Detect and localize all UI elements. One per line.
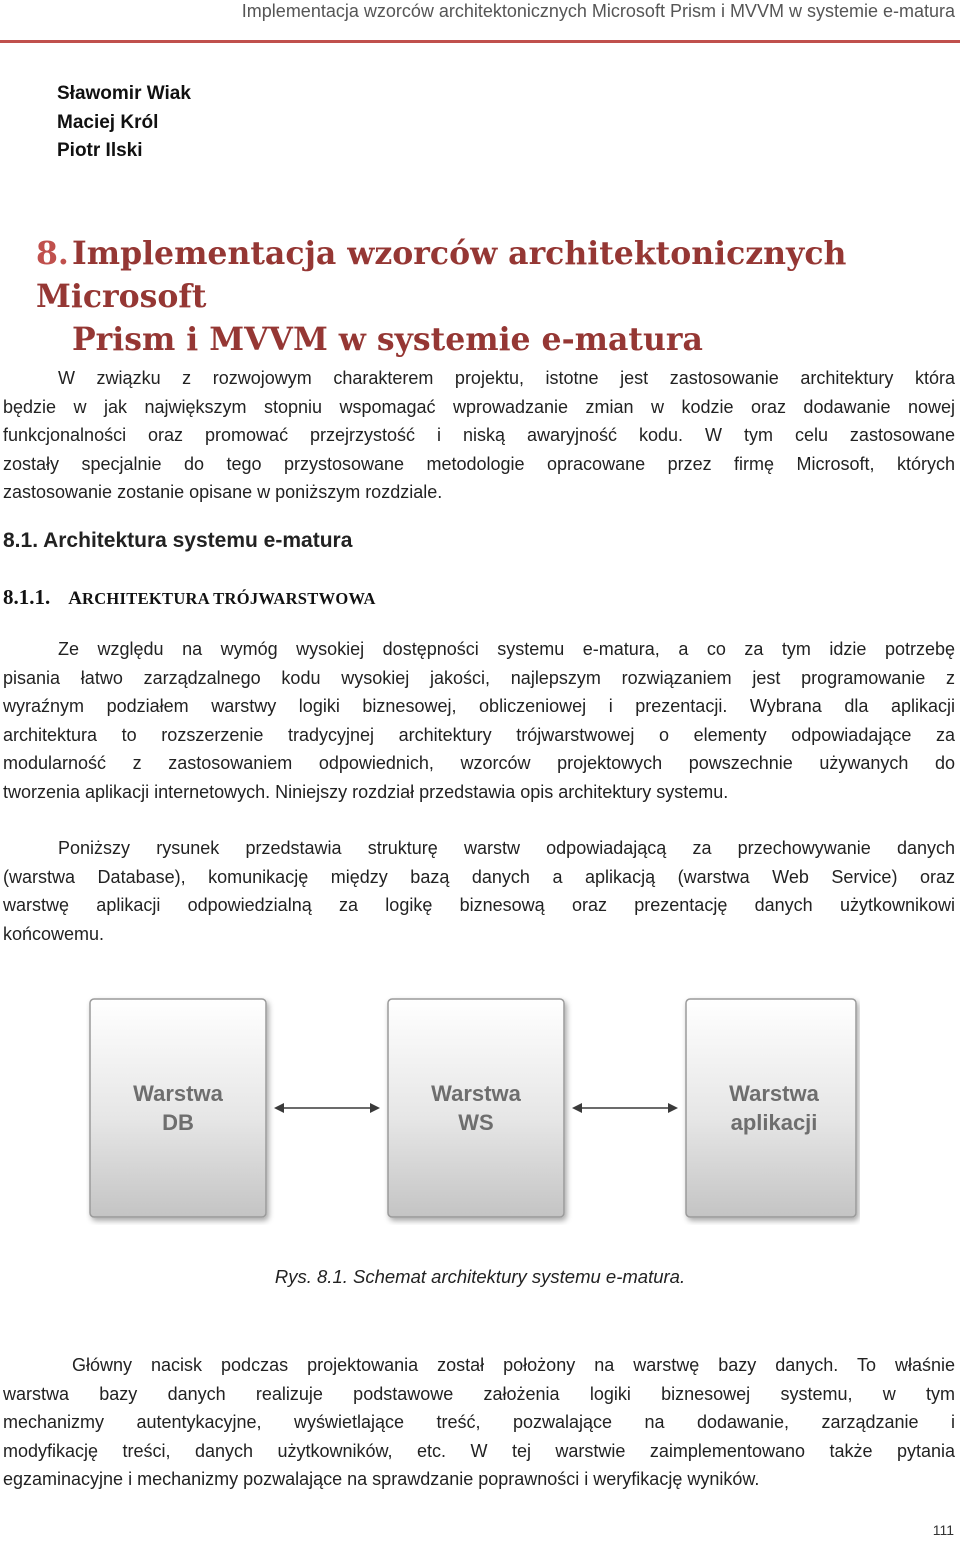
paragraph-line: mechanizmy autentykacyjne, wyświetlające treść, pozwalające na dodawanie, zarządzanie i	[3, 1412, 955, 1433]
layer-box-line1: Warstwa	[729, 1081, 819, 1106]
page-number: 111	[932, 1522, 954, 1538]
section-title: Architektura systemu e-matura	[43, 529, 353, 552]
chapter-title	[36, 232, 956, 361]
subsection-title-initial: A	[68, 588, 82, 609]
figure-caption: Rys. 8.1. Schemat architektury systemu e-matura.	[274, 1266, 686, 1287]
subsection-heading	[3, 585, 376, 610]
layer-box-line1: Warstwa	[133, 1081, 223, 1106]
paragraph-line: funkcjonalności oraz promować przejrzystość i niską awaryjność kodu. W tym celu zastosowane	[3, 425, 955, 446]
paragraph-line: wyraźnym podziałem warstwy logiki biznesowej, obliczeniowej i prezentacji. Wybrana dla aplikacji	[3, 696, 955, 717]
layer-box-line2: aplikacji	[730, 1110, 818, 1135]
chapter-title-line1: Implementacja wzorców architektonicznych Microsoft	[36, 235, 847, 315]
intro-paragraph	[3, 364, 955, 507]
chapter-title-line2: Prism i MVVM w systemie e-matura	[72, 321, 703, 358]
body-paragraph-2	[3, 834, 955, 948]
author-name: Piotr Ilski	[57, 140, 143, 161]
body-paragraph-3	[3, 1351, 955, 1494]
layer-box-ws	[388, 999, 564, 1217]
layer-box-line1: Warstwa	[431, 1081, 521, 1106]
layer-box-app	[686, 999, 856, 1217]
subsection-title-rest: RCHITEKTURA TRÓJWARSTWOWA	[81, 589, 376, 608]
paragraph-line: (warstwa Database), komunikację między bazą danych a aplikacją (warstwa Web Service) oraz	[3, 866, 955, 887]
paragraph-line: warstwę aplikacji odpowiedzialną za logikę biznesową oraz prezentację danych użytkownikowi	[3, 895, 955, 916]
body-paragraph-1	[3, 635, 955, 807]
author-name: Maciej Król	[57, 111, 159, 133]
paragraph-line: tworzenia aplikacji internetowych. Niniejszy rozdział przedstawia opis architektury systemu.	[3, 781, 729, 802]
paragraph-line: Ze względu na wymóg wysokiej dostępności systemu e-matura, a co za tym idzie potrzebę	[58, 639, 955, 659]
layer-box-line2: WS	[458, 1110, 494, 1135]
author-name: Sławomir Wiak	[57, 83, 191, 104]
paragraph-line: modularność z zastosowaniem odpowiednich, wzorców projektowych powszechnie używanych do	[3, 753, 955, 774]
paragraph-line: zostały specjalnie do tego przystosowane metodologie opracowane przez firmę Microsoft, których	[3, 453, 955, 474]
paragraph-line: W związku z rozwojowym charakterem projektu, istotne jest zastosowanie architektury która	[58, 368, 955, 388]
paragraph-line: Poniższy rysunek przedstawia strukturę warstw odpowiadającą za przechowywanie danych	[58, 838, 955, 858]
architecture-diagram	[86, 995, 860, 1225]
paragraph-line: końcowemu.	[3, 923, 105, 944]
paragraph-line: modyfikację treści, danych użytkowników, etc. W tej warstwie zaimplementowano także pytania	[3, 1440, 955, 1461]
header-rule	[0, 40, 960, 43]
paragraph-line: warstwa bazy danych realizuje podstawowe założenia logiki biznesowej systemu, w tym	[3, 1383, 955, 1404]
section-heading	[3, 529, 352, 553]
chapter-number: 8.	[36, 235, 69, 272]
paragraph-line: Główny nacisk podczas projektowania został położony na warstwę bazy danych. To właśnie	[72, 1355, 955, 1375]
subsection-number: 8.1.1.	[3, 585, 51, 609]
authors-block	[57, 80, 191, 166]
paragraph-line: egzaminacyjne i mechanizmy pozwalające na sprawdzanie poprawności i weryfikację wyników.	[3, 1469, 760, 1490]
paragraph-line: będzie w jak największym stopniu wspomagać wprowadzanie zmian w kodzie oraz dodawanie nowej	[3, 396, 955, 417]
layer-box-db	[90, 999, 266, 1217]
section-number: 8.1.	[3, 529, 39, 552]
paragraph-line: architektura to rozszerzenie tradycyjnej architektury trójwarstwowej o elementy odpowiadające za	[3, 724, 955, 745]
paragraph-line: zastosowanie zostanie opisane w poniższym rozdziale.	[3, 482, 443, 503]
paragraph-line: pisania łatwo zarządzalnego kodu wysokiej jakości, najlepszym rozwiązaniem jest programowanie z	[3, 667, 955, 688]
layer-box-line2: DB	[162, 1110, 194, 1135]
running-header: Implementacja wzorców architektonicznych Microsoft Prism i MVVM w systemie e-matura	[241, 1, 955, 21]
